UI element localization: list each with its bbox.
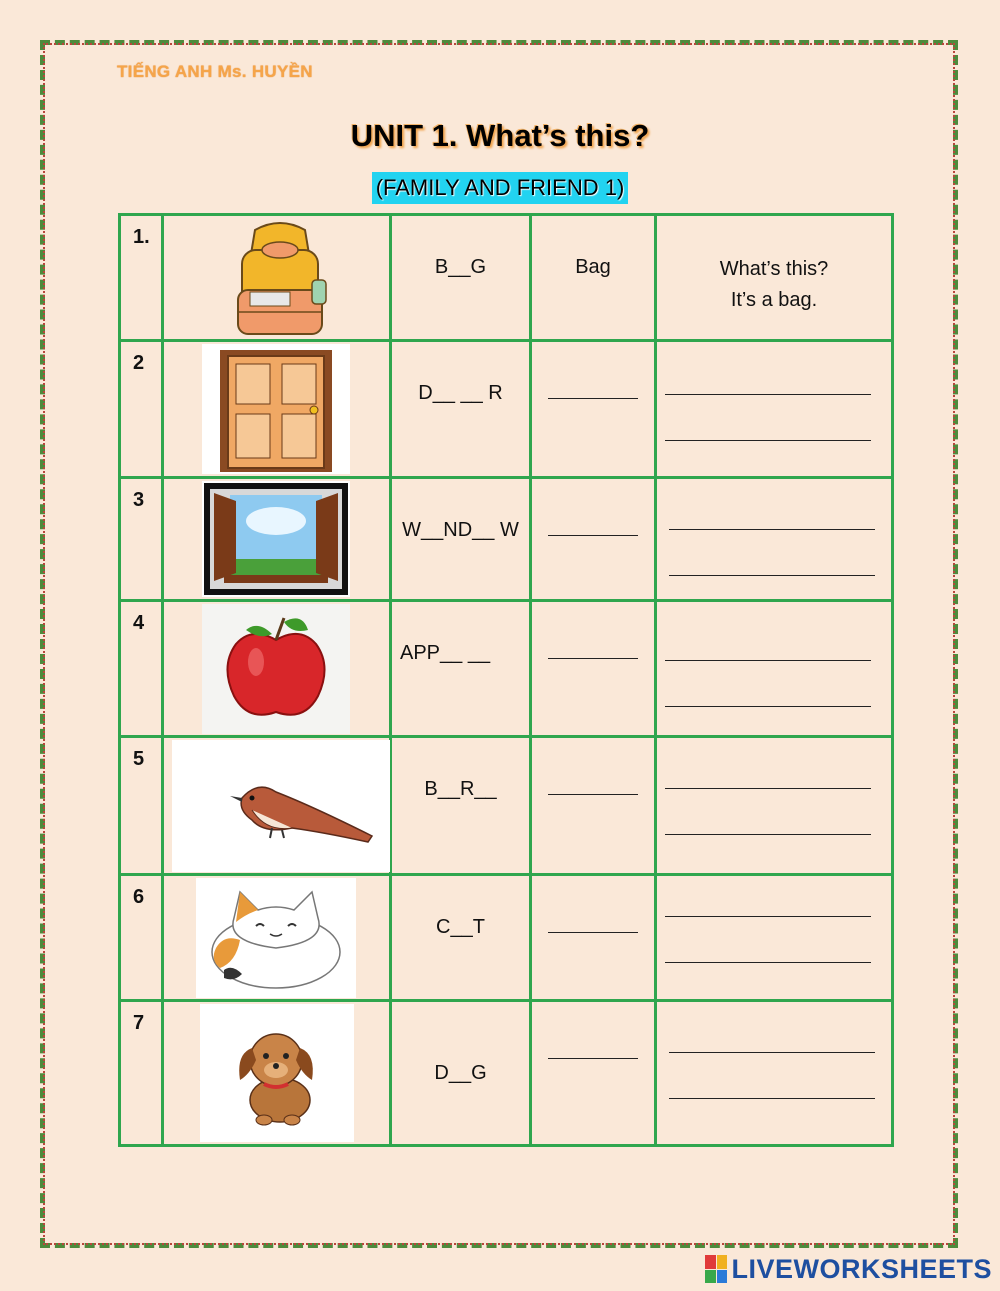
answer-cell[interactable] [531, 1001, 656, 1146]
picture-cell [163, 478, 391, 601]
example-answer: It’s a bag. [730, 289, 818, 311]
table-row [120, 478, 893, 601]
word-puzzle: APP__ __ [391, 601, 531, 737]
door-icon [202, 344, 350, 474]
answer-cell[interactable] [531, 875, 656, 1001]
table-row [120, 875, 893, 1001]
backpack-icon [220, 220, 340, 338]
page-subtitle: (FAMILY AND FRIEND 1) [372, 172, 629, 204]
picture-cell [163, 341, 391, 478]
table-row [120, 601, 893, 737]
answer-example: Bag [531, 215, 656, 341]
row-number: 1. [120, 215, 163, 341]
sentence-example [656, 215, 893, 341]
row-number: 7 [120, 1001, 163, 1146]
word-puzzle: W__ND__ W [391, 478, 531, 601]
row-number: 4 [120, 601, 163, 737]
word-puzzle: B__R__ [391, 737, 531, 875]
answer-cell[interactable] [531, 478, 656, 601]
logo-text: LIVEWORKSHEETS [731, 1253, 992, 1284]
row-number: 3 [120, 478, 163, 601]
sentence-cell[interactable] [656, 1001, 893, 1146]
answer-cell[interactable] [531, 737, 656, 875]
sentence-cell[interactable] [656, 478, 893, 601]
dog-icon [200, 1004, 354, 1142]
sentence-cell[interactable] [656, 341, 893, 478]
window-icon [202, 481, 350, 597]
picture-cell [163, 875, 391, 1001]
picture-cell [163, 737, 391, 875]
brand-label: TIẾNG ANH Ms. HUYỀN [117, 62, 313, 81]
cat-icon [196, 878, 356, 998]
logo-icon [705, 1255, 727, 1283]
answer-cell[interactable] [531, 601, 656, 737]
sentence-cell[interactable] [656, 601, 893, 737]
answer-cell[interactable] [531, 341, 656, 478]
table-row [120, 341, 893, 478]
word-puzzle: B__G [391, 215, 531, 341]
sentence-cell[interactable] [656, 737, 893, 875]
apple-icon [202, 604, 350, 734]
picture-cell [163, 1001, 391, 1146]
row-number: 6 [120, 875, 163, 1001]
bird-icon [172, 740, 390, 872]
picture-cell [163, 215, 391, 341]
sentence-cell[interactable] [656, 875, 893, 1001]
liveworksheets-logo [705, 1253, 992, 1285]
table-row [120, 215, 893, 341]
worksheet-table [118, 213, 894, 1147]
row-number: 5 [120, 737, 163, 875]
row-number: 2 [120, 341, 163, 478]
picture-cell [163, 601, 391, 737]
table-row [120, 1001, 893, 1146]
word-puzzle: D__G [391, 1001, 531, 1146]
page-title: UNIT 1. What’s this? [350, 118, 650, 153]
table-row [120, 737, 893, 875]
example-question: What’s this? [719, 258, 829, 280]
word-puzzle: C__T [391, 875, 531, 1001]
word-puzzle: D__ __ R [391, 341, 531, 478]
